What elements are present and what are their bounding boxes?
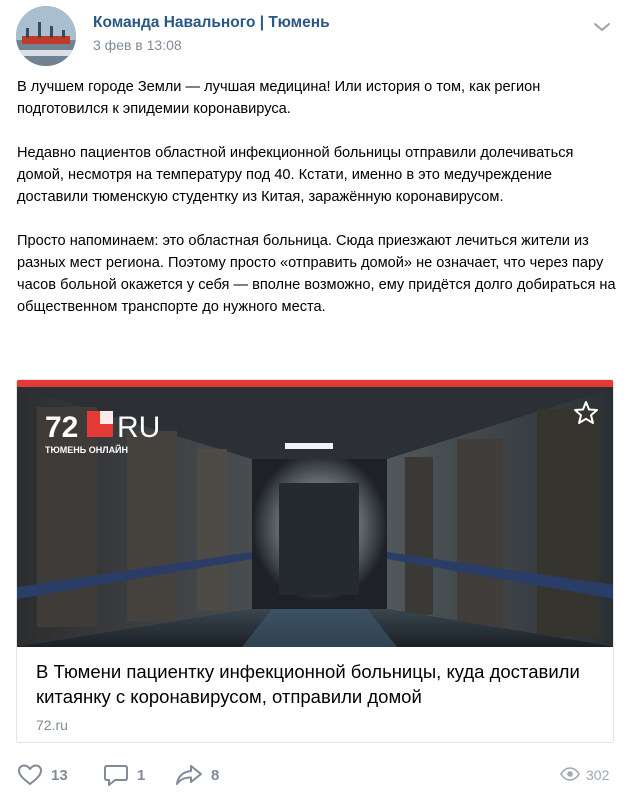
heart-icon [17,763,43,787]
share-count: 8 [211,766,220,784]
post-paragraph: Просто напоминаем: это областная больница. Сюда приезжают лечиться жители из разных мест региона. Поэтому просто «отправить домой» не означает, что через пару часов больной окажется у себя — вполне возможно, ему придётся долго добираться на общественном транспорте до нужного места. [17,233,616,315]
logo-ru: RU [117,411,161,444]
eye-icon [560,767,580,784]
post-paragraph: Недавно пациентов областной инфекционной больницы отправили долечиваться домой, несмотря на температуру под 40. Кстати, именно в это медучреждение доставили тюменскую студентку из Китая, заражённую коронавирусом. [17,145,574,205]
comment-button[interactable] [103,762,145,788]
post-text [17,76,617,318]
like-button[interactable] [17,762,68,788]
post-paragraph: В лучшем городе Земли — лучшая медицина! Или история о том, как регион подготовился к эпидемии коронавируса. [17,79,541,117]
chevron-down-icon[interactable] [592,20,612,34]
share-arrow-icon [175,763,203,787]
comment-icon [103,763,129,787]
snippet-image[interactable] [17,387,613,647]
snippet-caption[interactable] [17,647,613,743]
snippet-accent-bar [17,380,613,387]
views-count: 302 [586,767,610,783]
logo-subtitle: ТЮМЕНЬ ОНЛАЙН [45,445,129,455]
group-name-link[interactable]: Команда Навального | Тюмень [93,14,330,31]
star-icon[interactable] [572,399,600,427]
comment-count: 1 [137,766,146,784]
snippet-source: 72.ru [36,717,68,733]
snippet-title[interactable]: В Тюмени пациентку инфекционной больницы, куда доставили китаянку с коронавирусом, отправили домой [36,661,580,707]
post-date[interactable]: 3 фев в 13:08 [93,37,182,53]
logo-number: 72 [45,411,79,444]
views-counter [560,762,609,788]
share-button[interactable] [175,762,219,788]
like-count: 13 [51,766,68,784]
group-avatar[interactable] [16,6,76,66]
link-snippet[interactable] [16,379,614,743]
